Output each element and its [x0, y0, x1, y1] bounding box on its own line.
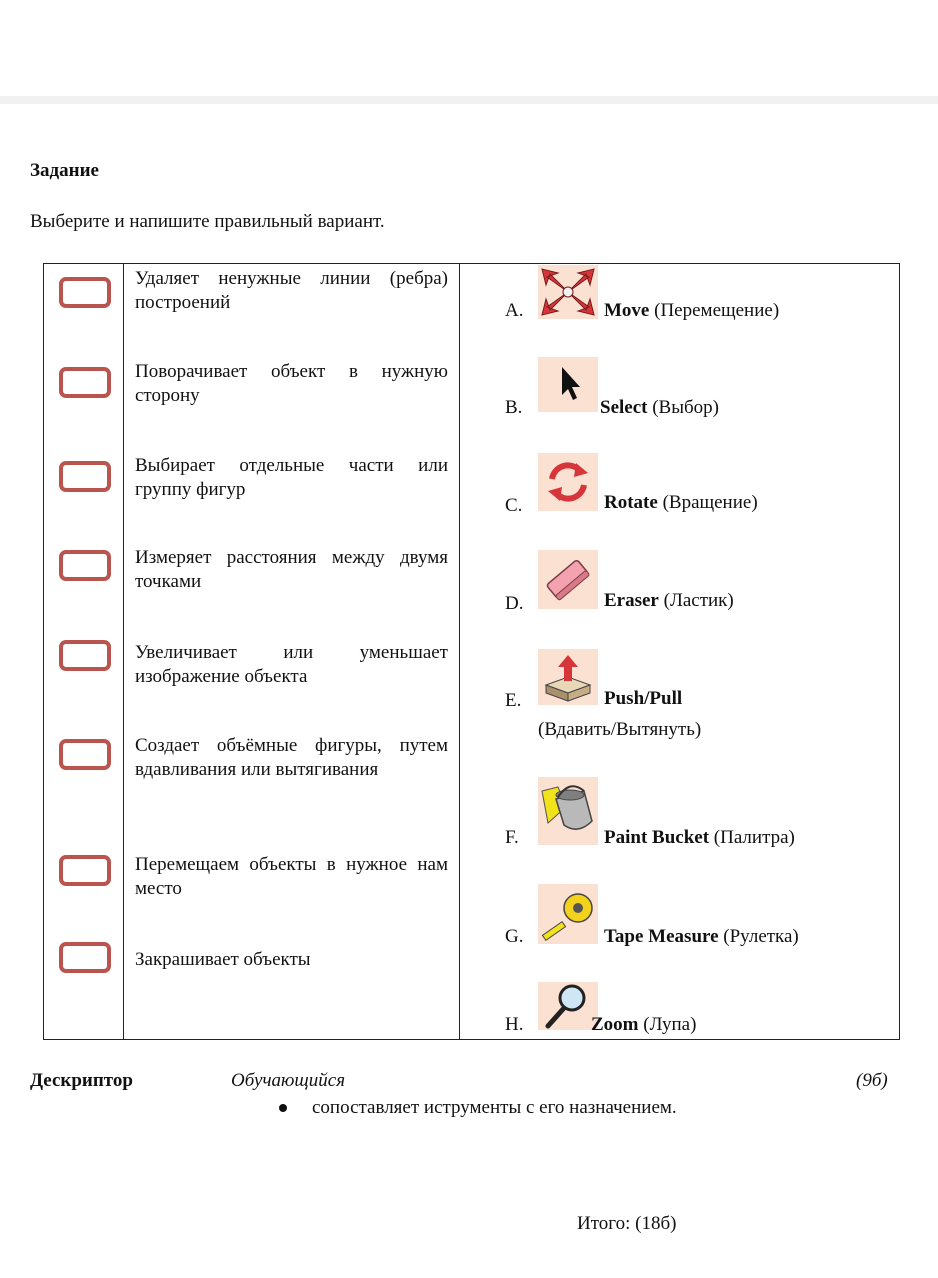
descriptor-title: Дескриптор — [30, 1070, 133, 1091]
option-h-translation: (Лупа) — [643, 1014, 697, 1035]
option-d-translation: (Ластик) — [663, 590, 734, 611]
description-5: Увеличивает или уменьшает изображение объекта — [135, 642, 448, 687]
option-f-translation: (Палитра) — [713, 827, 795, 848]
descriptor-points: (9б) — [856, 1070, 888, 1091]
description-7: Перемещаем объекты в нужное нам место — [135, 854, 448, 899]
tape-measure-icon — [538, 884, 598, 944]
answer-box-6[interactable] — [59, 739, 111, 770]
bullet-icon — [279, 1104, 287, 1112]
option-e-translation: (Вдавить/Вытянуть) — [538, 719, 702, 740]
option-h-letter: H. — [505, 1014, 524, 1035]
push-pull-icon — [538, 649, 598, 705]
option-f-letter: F. — [505, 827, 519, 848]
option-e-label — [604, 688, 682, 710]
total-score: Итого: (18б) — [577, 1213, 677, 1234]
option-f-label — [604, 827, 795, 849]
description-4: Измеряет расстояния между двумя точками — [135, 547, 448, 592]
option-g-letter: G. — [505, 926, 524, 947]
description-6: Создает объёмные фигуры, путем вдавливания или вытягивания — [135, 735, 448, 780]
option-g-translation: (Рулетка) — [723, 926, 799, 947]
descriptor-criterion: сопоставляет иструменты с его назначением. — [312, 1097, 677, 1118]
option-c-letter: C. — [505, 495, 523, 516]
option-a-name: Move — [604, 300, 650, 321]
option-c-label — [604, 492, 758, 514]
option-d-letter: D. — [505, 593, 524, 614]
eraser-icon — [538, 550, 598, 609]
option-a-letter: A. — [505, 300, 524, 321]
move-icon — [538, 265, 598, 319]
option-a-label — [604, 300, 779, 322]
answer-box-7[interactable] — [59, 855, 111, 886]
option-g-label — [604, 926, 799, 948]
top-band — [0, 96, 938, 104]
option-g-name: Tape Measure — [604, 926, 719, 947]
task-instruction: Выберите и напишите правильный вариант. — [30, 211, 385, 232]
option-b-letter: B. — [505, 397, 523, 418]
option-b-label — [600, 397, 719, 419]
task-heading: Задание — [30, 160, 99, 181]
option-c-name: Rotate — [604, 492, 658, 513]
description-1: Удаляет ненужные линии (ребра) построений — [135, 268, 448, 313]
option-b-translation: (Выбор) — [652, 397, 719, 418]
option-h-label — [591, 1014, 696, 1036]
description-8: Закрашивает объекты — [135, 949, 311, 970]
answer-box-1[interactable] — [59, 277, 111, 308]
option-h-name: Zoom — [591, 1014, 639, 1035]
answer-box-2[interactable] — [59, 367, 111, 398]
option-b-name: Select — [600, 397, 648, 418]
table-divider-2 — [459, 264, 460, 1039]
select-arrow-icon — [538, 357, 598, 412]
paint-bucket-icon — [538, 777, 598, 845]
answer-box-4[interactable] — [59, 550, 111, 581]
description-3: Выбирает отдельные части или группу фигур — [135, 455, 448, 500]
option-c-translation: (Вращение) — [662, 492, 758, 513]
answer-box-3[interactable] — [59, 461, 111, 492]
magnifier-icon — [538, 982, 598, 1030]
description-2: Поворачивает объект в нужную сторону — [135, 361, 448, 406]
answer-box-8[interactable] — [59, 942, 111, 973]
table-divider-1 — [123, 264, 124, 1039]
option-a-translation: (Перемещение) — [654, 300, 780, 321]
option-e-name: Push/Pull — [604, 688, 683, 709]
option-f-name: Paint Bucket — [604, 827, 710, 848]
option-e-letter: E. — [505, 690, 522, 711]
descriptor-student: Обучающийся — [231, 1070, 346, 1091]
option-d-label — [604, 590, 734, 612]
matching-table — [43, 263, 900, 1040]
answer-box-5[interactable] — [59, 640, 111, 671]
option-d-name: Eraser — [604, 590, 659, 611]
rotate-icon — [538, 453, 598, 511]
